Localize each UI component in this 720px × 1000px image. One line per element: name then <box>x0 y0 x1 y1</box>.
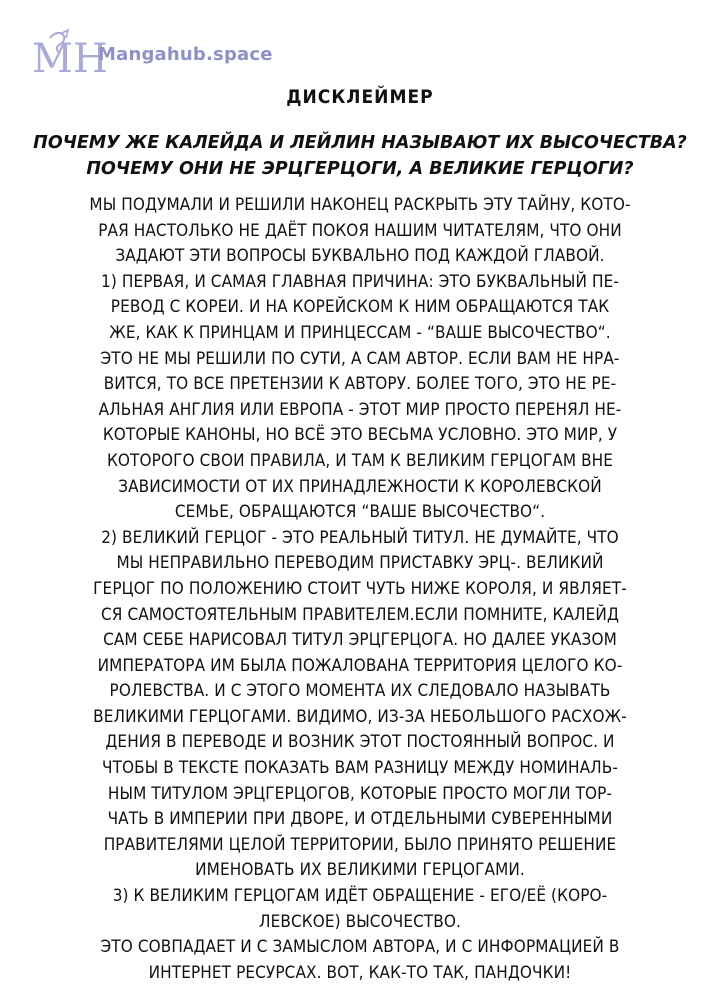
body-line: КОТОРОГО СВОИ ПРАВИЛА, И ТАМ К ВЕЛИКИМ ГЕРЦОГАМ ВНЕ <box>106 450 614 471</box>
body-line: ЭТО СОВПАДАЕТ И С ЗАМЫСЛОМ АВТОРА, И С ИНФОРМАЦИЕЙ В <box>100 937 620 958</box>
body-line: ЭТО НЕ МЫ РЕШИЛИ ПО СУТИ, А САМ АВТОР. ЕСЛИ ВАМ НЕ НРА- <box>100 348 620 369</box>
body-line: ВИТСЯ, ТО ВСЕ ПРЕТЕНЗИИ К АВТОРУ. БОЛЕЕ ТОГО, ЭТО НЕ РЕ- <box>103 374 617 395</box>
body-line: 2) ВЕЛИКИЙ ГЕРЦОГ - ЭТО РЕАЛЬНЫЙ ТИТУЛ. НЕ ДУМАЙТЕ, ЧТО <box>101 527 619 548</box>
question-line: ПОЧЕМУ ОНИ НЕ ЭРЦГЕРЦОГИ, А ВЕЛИКИЕ ГЕРЦОГИ? <box>86 159 634 179</box>
mangahub-logo-icon <box>30 28 108 82</box>
body-line: ЗАДАЮТ ЭТИ ВОПРОСЫ БУКВАЛЬНО ПОД КАЖДОЙ ГЛАВОЙ. <box>115 246 605 267</box>
body-line: СЯ САМОСТОЯТЕЛЬНЫМ ПРАВИТЕЛЕМ.ЕСЛИ ПОМНИТЕ, КАЛЕЙД <box>100 604 620 625</box>
body-line: ЛЕВСКОЕ) ВЫСОЧЕСТВО. <box>259 911 461 932</box>
body-line: 1) ПЕРВАЯ, И САМАЯ ГЛАВНАЯ ПРИЧИНА: ЭТО БУКВАЛЬНЫЙ ПЕ- <box>100 271 619 292</box>
body-line: ИНТЕРНЕТ РЕСУРСАХ. ВОТ, КАК-ТО ТАК, ПАНДОЧКИ! <box>148 962 572 983</box>
body-line: НЫМ ТИТУЛОМ ЭРЦГЕРЦОГОВ, КОТОРЫЕ ПРОСТО МОГЛИ ТОР- <box>107 783 613 804</box>
watermark-text: Mangahub.space <box>98 43 273 65</box>
body-line: РАЯ НАСТОЛЬКО НЕ ДАЁТ ПОКОЯ НАШИМ ЧИТАТЕЛЯМ, ЧТО ОНИ <box>98 220 622 241</box>
body-line: ИМЕНОВАТЬ ИХ ВЕЛИКИМИ ГЕРЦОГАМИ. <box>195 860 525 881</box>
question-line: ПОЧЕМУ ЖЕ КАЛЕЙДА И ЛЕЙЛИН НАЗЫВАЮТ ИХ ВЫСОЧЕСТВА? <box>33 133 687 153</box>
body-line: МЫ НЕПРАВИЛЬНО ПЕРЕВОДИМ ПРИСТАВКУ ЭРЦ-. ВЕЛИКИЙ <box>116 553 604 574</box>
body-line: ЧАТЬ В ИМПЕРИИ ПРИ ДВОРЕ, И ОТДЕЛЬНЫМИ СУВЕРЕННЫМИ <box>107 809 613 830</box>
body-line: ЧТОБЫ В ТЕКСТЕ ПОКАЗАТЬ ВАМ РАЗНИЦУ МЕЖДУ НОМИНАЛЬ- <box>102 758 618 779</box>
body-line: РОЛЕВСТВА. И С ЭТОГО МОМЕНТА ИХ СЛЕДОВАЛО НАЗЫВАТЬ <box>109 681 611 702</box>
body-line: АЛЬНАЯ АНГЛИЯ ИЛИ ЕВРОПА - ЭТОТ МИР ПРОСТО ПЕРЕНЯЛ НЕ- <box>98 399 622 420</box>
body-line: ЖЕ, КАК К ПРИНЦАМ И ПРИНЦЕССАМ - “ВАШЕ ВЫСОЧЕСТВО“. <box>109 322 611 343</box>
body-line: ДЕНИЯ В ПЕРЕВОДЕ И ВОЗНИК ЭТОТ ПОСТОЯННЫЙ ВОПРОС. И <box>105 732 615 753</box>
site-watermark <box>30 28 273 80</box>
svg-text:MH: MH <box>32 36 108 82</box>
body-text <box>0 193 720 986</box>
body-line: РЕВОД С КОРЕИ. И НА КОРЕЙСКОМ К НИМ ОБРАЩАЮТСЯ ТАК <box>110 297 610 318</box>
body-line: САМ СЕБЕ НАРИСОВАЛ ТИТУЛ ЭРЦГЕРЦОГА. НО ДАЛЕЕ УКАЗОМ <box>103 630 617 651</box>
body-line: МЫ ПОДУМАЛИ И РЕШИЛИ НАКОНЕЦ РАСКРЫТЬ ЭТУ ТАЙНУ, КОТО- <box>89 195 631 215</box>
body-line: ИМПЕРАТОРА ИМ БЫЛА ПОЖАЛОВАНА ТЕРРИТОРИЯ ЦЕЛОГО КО- <box>97 655 623 676</box>
page-title: ДИСКЛЕЙМЕР <box>286 86 434 108</box>
body-line: ГЕРЦОГ ПО ПОЛОЖЕНИЮ СТОИТ ЧУТЬ НИЖЕ КОРОЛЯ, И ЯВЛЯЕТ- <box>93 578 627 599</box>
body-line: ПРАВИТЕЛЯМИ ЦЕЛОЙ ТЕРРИТОРИИ, БЫЛО ПРИНЯТО РЕШЕНИЕ <box>103 834 617 855</box>
body-line: ЗАВИСИМОСТИ ОТ ИХ ПРИНАДЛЕЖНОСТИ К КОРОЛЕВСКОЙ <box>118 476 602 497</box>
body-line: КОТОРЫЕ КАНОНЫ, НО ВСЁ ЭТО ВЕСЬМА УСЛОВНО. ЭТО МИР, У <box>102 425 618 446</box>
body-line: СЕМЬЕ, ОБРАЩАЮТСЯ “ВАШЕ ВЫСОЧЕСТВО“. <box>174 502 546 523</box>
body-line: ВЕЛИКИМИ ГЕРЦОГАМИ. ВИДИМО, ИЗ-ЗА НЕБОЛЬШОГО РАСХОЖ- <box>93 706 627 727</box>
question-block <box>0 130 720 182</box>
body-line: 3) К ВЕЛИКИМ ГЕРЦОГАМ ИДЁТ ОБРАЩЕНИЕ - ЕГО/ЕЁ (КОРО- <box>112 886 608 907</box>
